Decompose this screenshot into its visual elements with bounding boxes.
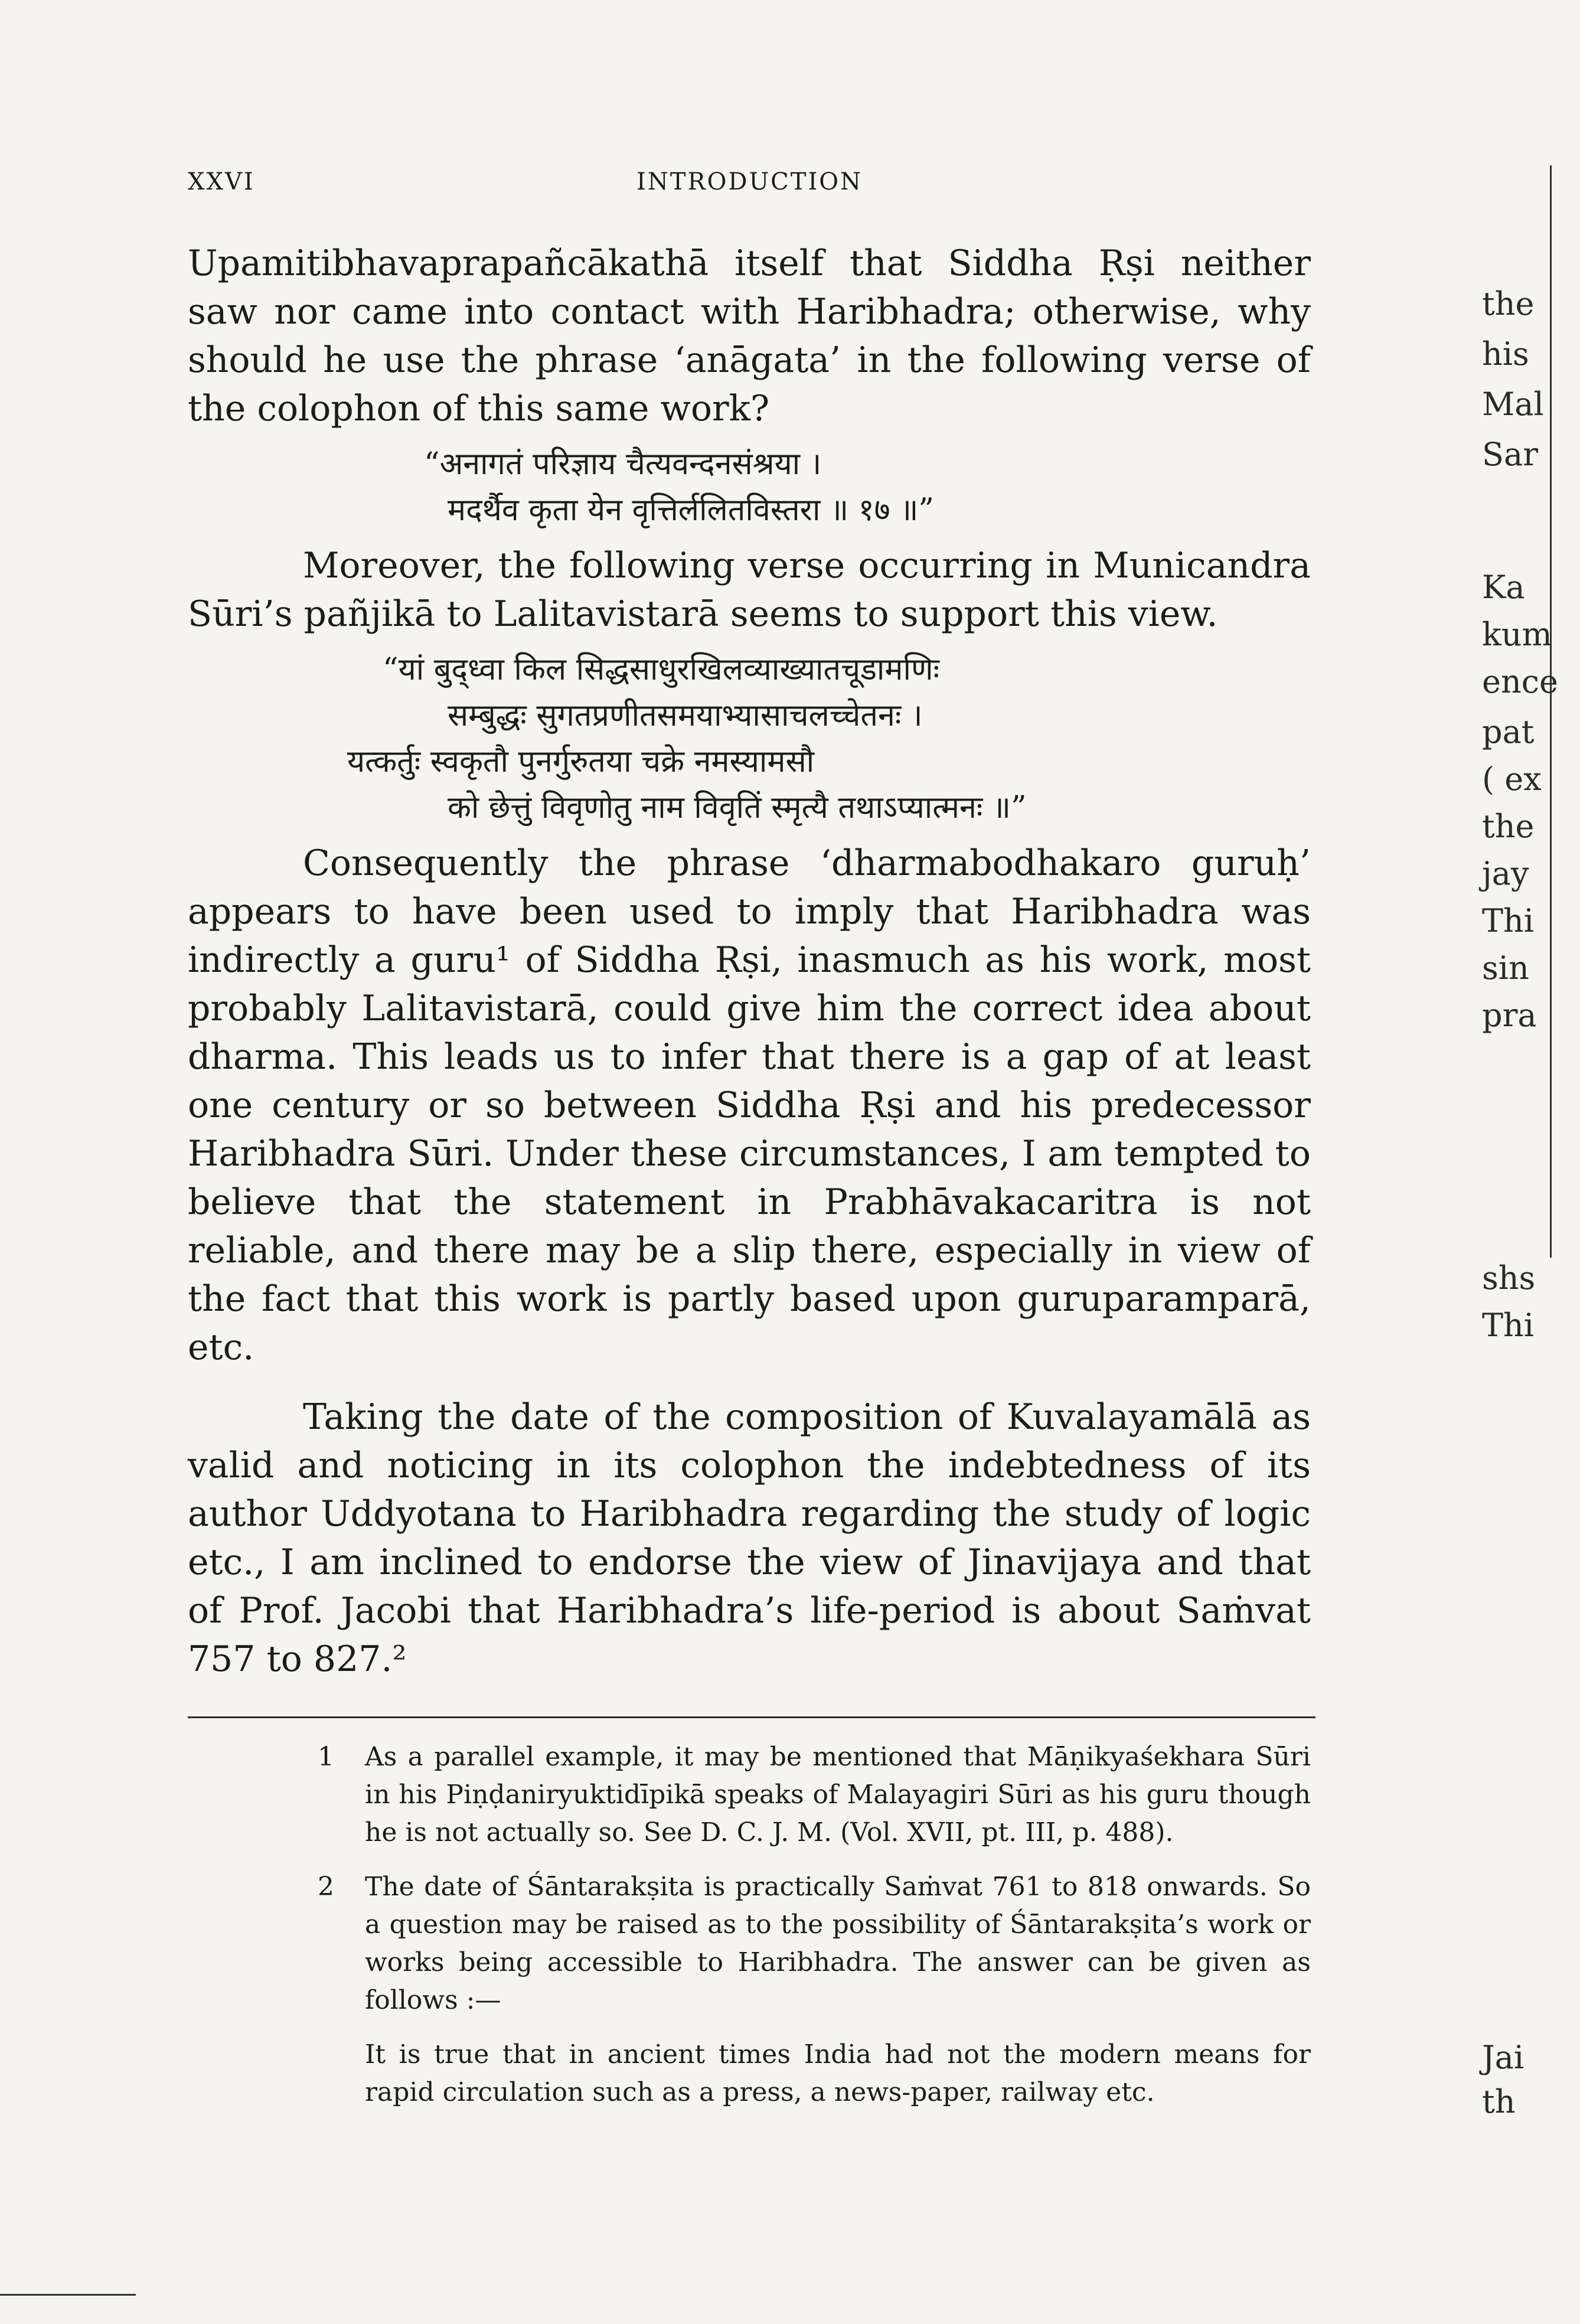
verse-line: “अनागतं परिज्ञाय चैत्यवन्दनसंश्रया । xyxy=(424,446,822,482)
edge-fragment: sin xyxy=(1482,949,1529,987)
paragraph-4: Taking the date of the composition of Kuvalayamālā as valid and noticing in its colophon the indebtedness of its author Uddyotana to Haribhadra regarding the study of logic etc., I am inclined to endorse the view of Jinavijaya and that of Prof. Jacobi that Haribhadra’s life-period is about Saṁvat 757 to 827.² xyxy=(188,1396,1311,1680)
footnotes xyxy=(188,1738,1311,2111)
footnote-2 xyxy=(318,1868,1311,2019)
edge-fragment: shs xyxy=(1482,1259,1536,1297)
verse-line: यत्कर्तुः स्वकृतौ पुनर्गुरुतया चक्रे नमस्यामसौ xyxy=(347,744,815,779)
paragraph-3: Consequently the phrase ‘dharmabodhakaro guruḥ’ appears to have been used to imply that Haribhadra was indirectly a guru¹ of Siddha Ṛṣi, inasmuch as his work, most probably Lalitavistarā, could give him the correct idea about dharma. This leads us to infer that there is a gap of at least one century or so between Siddha Ṛṣi and his predecessor Haribhadra Sūri. Under these circumstances, I am tempted to believe that the statement in Prabhāvakacaritra is not reliable, and there may be a slip there, especially in view of the fact that this work is partly based upon guruparamparā, etc. xyxy=(188,843,1311,1368)
edge-fragment: th xyxy=(1482,2083,1516,2120)
main-text xyxy=(188,239,1311,2111)
page-header xyxy=(188,168,1321,204)
verse-line: को छेत्तुं विवृणोतु नाम विवृतिं स्मृत्यै तथाऽप्यात्मनः ॥” xyxy=(448,790,1027,825)
paragraph-1: Upamitibhavaprapañcākathā itself that Siddha Ṛṣi neither saw nor came into contact with Haribhadra; otherwise, why should he use the phrase ‘anāgata’ in the following verse of the colophon of this same work? xyxy=(188,243,1311,429)
footnote-number: 2 xyxy=(318,1872,334,1902)
edge-fragment: Ka xyxy=(1482,569,1525,606)
edge-fragment: the xyxy=(1482,808,1535,845)
running-title: INTRODUCTION xyxy=(636,168,863,195)
edge-fragment: Mal xyxy=(1482,386,1544,423)
footnote-continuation: It is true that in ancient times India had not the modern means for rapid circulation such as a press, a news-paper, railway etc. xyxy=(365,2039,1311,2107)
verse-municandra xyxy=(188,647,1311,831)
paragraph-2: Moreover, the following verse occurring in Municandra Sūri’s pañjikā to Lalitavistarā seems to support this view. xyxy=(188,545,1311,635)
edge-fragment: pra xyxy=(1482,997,1537,1034)
edge-fragment: Thi xyxy=(1482,1307,1535,1344)
edge-fragment: Sar xyxy=(1482,436,1539,473)
footnote-number: 1 xyxy=(318,1742,334,1772)
edge-fragment: the xyxy=(1482,285,1535,322)
edge-fragment: ence xyxy=(1482,663,1558,700)
edge-fragment: Jai xyxy=(1482,2039,1524,2076)
edge-fragment: his xyxy=(1482,335,1529,373)
verse-line: सम्बुद्धः सुगतप्रणीतसमयाभ्यासाचलच्चेतनः । xyxy=(448,698,923,733)
edge-fragment: pat xyxy=(1482,713,1535,750)
adjacent-page-edge xyxy=(1476,236,1580,2185)
edge-fragment: kum xyxy=(1482,616,1552,653)
footnote-text: The date of Śāntarakṣita is practically Saṁvat 761 to 818 onwards. So a question may be raised as to the possibility of Śāntarakṣita’s work or works being accessible to Haribhadra. The answer can be given as follows :— xyxy=(365,1872,1311,2015)
page-number: XXVI xyxy=(188,168,255,195)
footnote-text: As a parallel example, it may be mentioned that Māṇikyaśekhara Sūri in his Piṇḍaniryuktidīpikā speaks of Malayagiri Sūri as his guru though he is not actually so. See D. C. J. M. (Vol. XVII, pt. III, p. 488). xyxy=(365,1742,1311,1848)
edge-fragment: Thi xyxy=(1482,902,1535,939)
bottom-edge-line xyxy=(0,2294,136,2296)
verse-line: “यां बुद्ध्वा किल सिद्धसाधुरखिलव्याख्यातचूडामणिः xyxy=(383,652,940,687)
edge-fragment: ( ex xyxy=(1482,760,1542,798)
footnote-1 xyxy=(318,1738,1311,1852)
edge-fragment: jay xyxy=(1482,855,1529,892)
verse-anagata xyxy=(188,441,1311,533)
footnote-rule xyxy=(188,1716,1315,1718)
verse-line: मदर्थैव कृता येन वृत्तिर्ललितविस्तरा ॥ १७ ॥” xyxy=(448,492,934,528)
